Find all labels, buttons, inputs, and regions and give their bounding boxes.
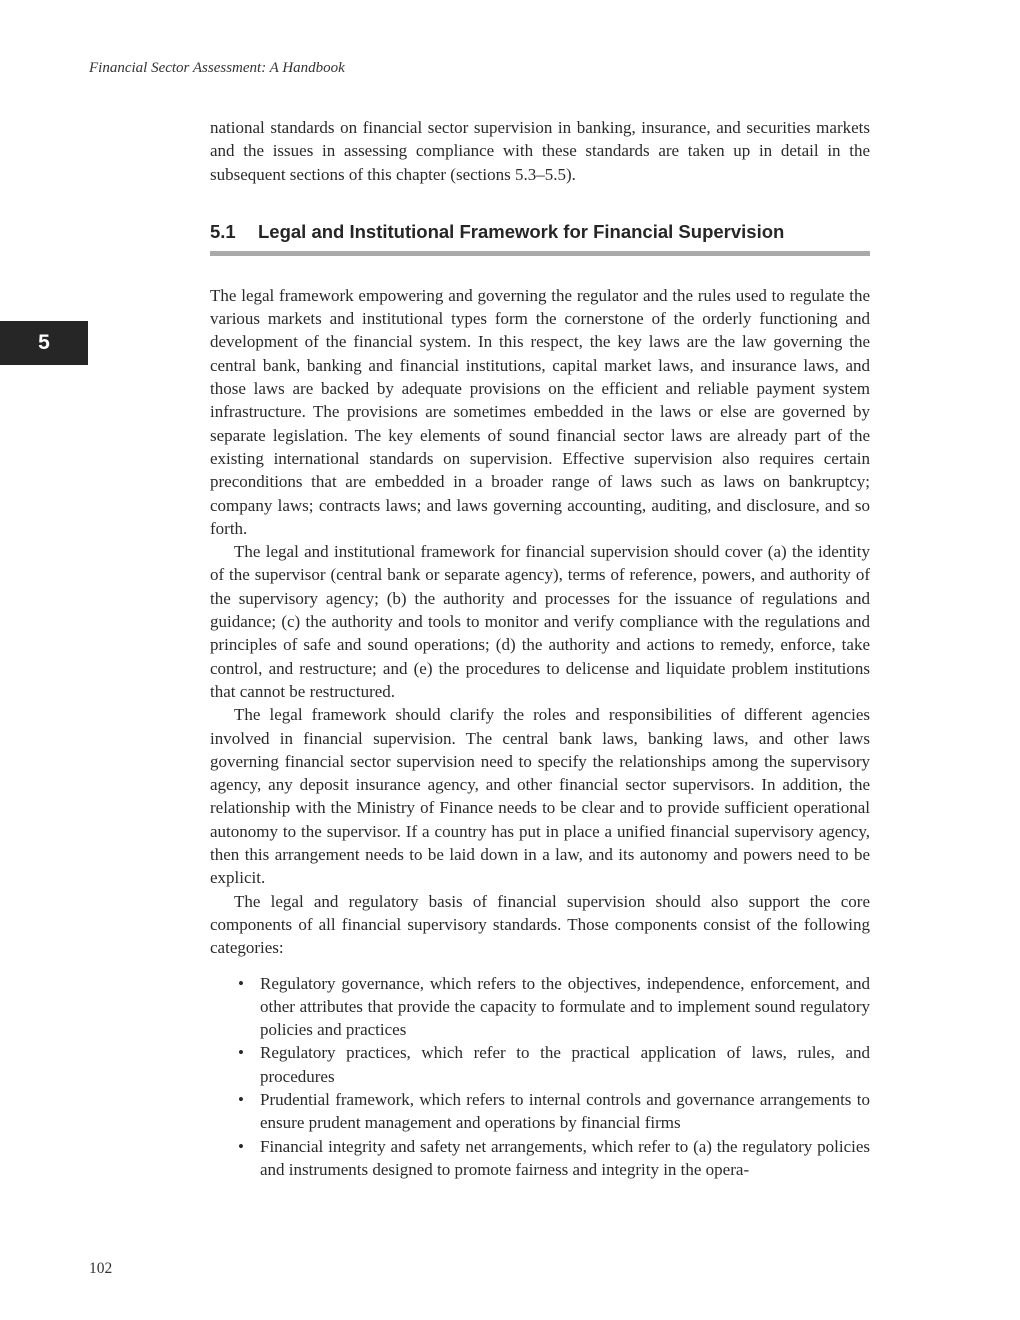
section-body (210, 284, 870, 1181)
page-content (210, 116, 870, 1181)
list-item (210, 1041, 870, 1088)
body-paragraph: The legal framework should clarify the roles and responsibilities of different agencies involved in financial supervision. The central bank laws, banking laws, and other laws governing financial sector supervision need to specify the relationships among the supervisory agency, any deposit insurance agency, and other financial sector supervisors. In addition, the relationship with the Ministry of Finance needs to be clear and to provide sufficient operational autonomy to the supervisor. If a country has put in place a unified financial supervisory agency, then this arrangement needs to be laid down in a law, and its autonomy and powers need to be explicit. (210, 705, 870, 888)
list-item (210, 1135, 870, 1182)
page-number: 102 (89, 1260, 113, 1277)
section-title: Legal and Institutional Framework for Financial Supervision (258, 220, 785, 242)
bullet-icon: • (238, 1043, 244, 1063)
list-item-text: Financial integrity and safety net arrangements, which refer to (a) the regulatory policies and instruments designed to promote fairness and integrity in the opera- (260, 1136, 870, 1179)
bullet-list (210, 972, 870, 1182)
list-item-text: Regulatory practices, which refer to the practical application of laws, rules, and procedures (260, 1043, 870, 1086)
bullet-icon: • (238, 1089, 244, 1109)
list-item (210, 1088, 870, 1135)
body-paragraph: The legal and regulatory basis of financial supervision should also support the core components of all financial supervisory standards. Those components consist of the following categories: (210, 891, 870, 958)
list-item-text: Prudential framework, which refers to internal controls and governance arrangements to ensure prudent management and operations by financial firms (260, 1089, 870, 1133)
bullet-icon: • (238, 973, 244, 993)
section-heading (210, 220, 870, 256)
bullet-icon: • (238, 1136, 244, 1156)
list-item (210, 972, 870, 1042)
chapter-tab: 5 (0, 321, 88, 365)
section-number: 5.1 (210, 220, 236, 242)
intro-paragraph: national standards on financial sector supervision in banking, insurance, and securities markets and the issues in assessing compliance with these standards are taken up in detail in the subsequent sections of this chapter (sections 5.3–5.5). (210, 118, 870, 184)
body-paragraph: The legal framework empowering and governing the regulator and the rules used to regulate the various markets and institutional types form the cornerstone of the orderly functioning and development of the financial system. In this respect, the key laws are the law governing the central bank, banking and financial institutions, capital market laws, and insurance laws, and those laws are backed by adequate provisions on the efficient and reliable payment system infrastructure. The provisions are sometimes embedded in the laws or else are governed by separate legislation. The key elements of sound financial sector laws are already part of the existing international standards on supervision. Effective supervision also requires certain preconditions that are embedded in a broader range of laws such as laws on bankruptcy; company laws; contracts laws; and laws governing accounting, auditing, and disclosure, and so forth. (210, 285, 870, 538)
list-item-text: Regulatory governance, which refers to the objectives, independence, enforcement, and other attributes that provide the capacity to formulate and to implement sound regulatory policies and practices (260, 973, 870, 1040)
body-paragraph: The legal and institutional framework for financial supervision should cover (a) the identity of the supervisor (central bank or separate agency), terms of reference, powers, and authority of the supervisory agency; (b) the authority and processes for the issuance of regulations and guidance; (c) the authority and tools to monitor and verify compliance with the regulations and principles of safe and sound operations; (d) the authority and actions to remedy, enforce, take control, and restructure; and (e) the procedures to delicense and liquidate problem institutions that cannot be restructured. (210, 542, 870, 701)
running-head: Financial Sector Assessment: A Handbook (89, 60, 345, 76)
